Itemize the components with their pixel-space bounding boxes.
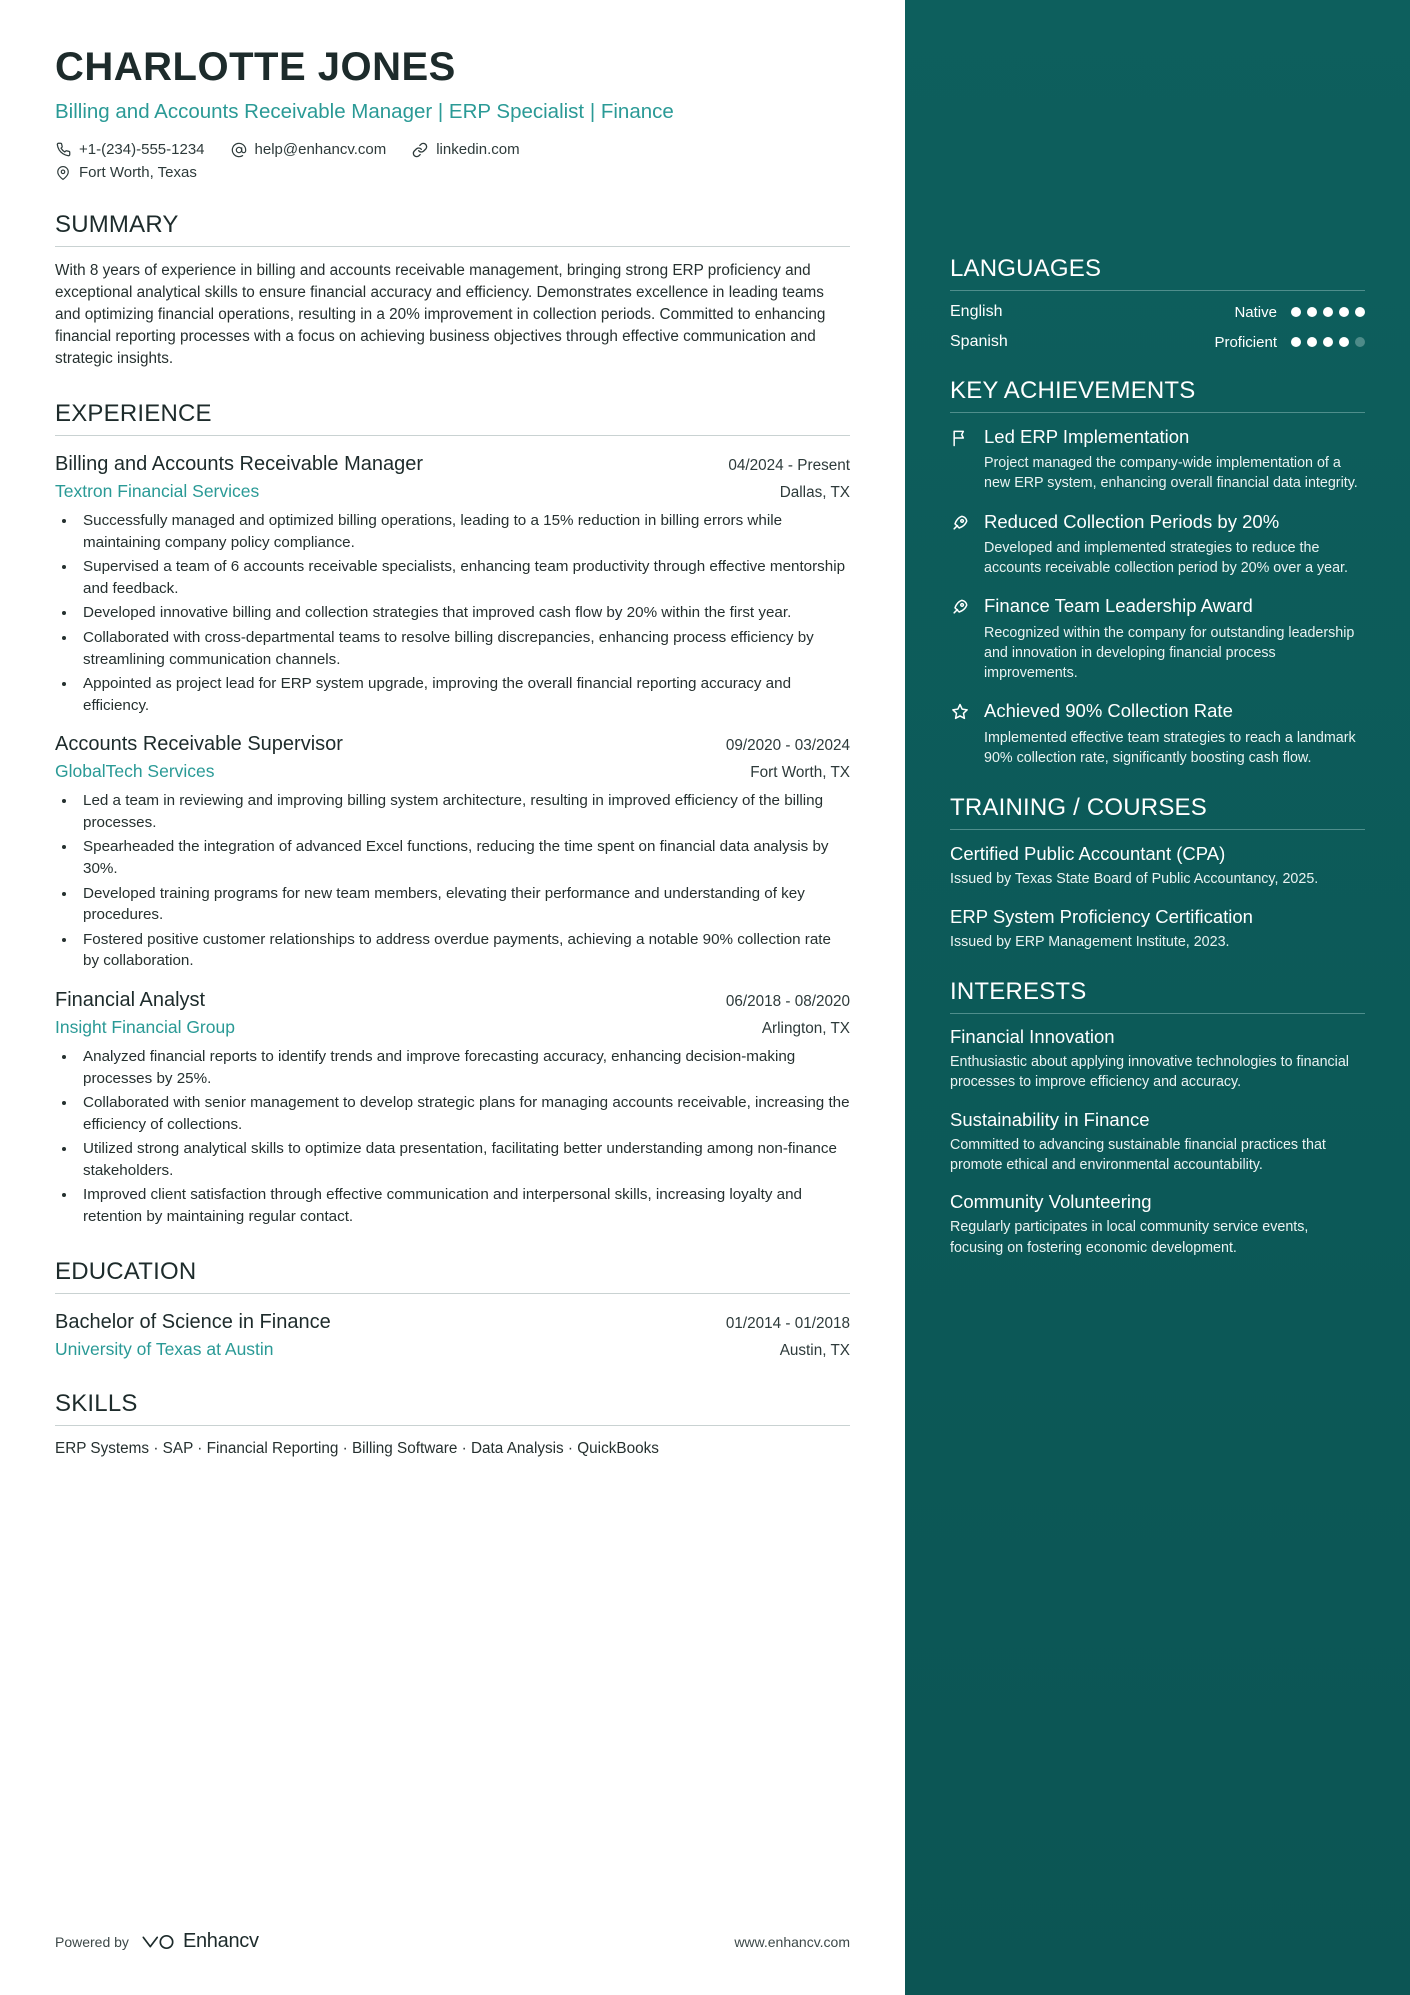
course-desc: Issued by ERP Management Institute, 2023.	[950, 933, 1230, 950]
footer-website[interactable]: www.enhancv.com	[734, 1933, 850, 1950]
experience-subheader	[55, 481, 850, 502]
achievement-title: Reduced Collection Periods by 20%	[984, 510, 1280, 532]
job-bullet: • Successfully managed and optimized billing operations, leading to a 15% reduction in billing errors while maintaining company policy compliance.	[77, 510, 850, 553]
achievement-title: Led ERP Implementation	[984, 426, 1190, 447]
rating-dot	[1355, 307, 1365, 317]
job-bullets	[77, 1046, 850, 1228]
section-title-training: TRAINING / COURSES	[950, 794, 1365, 830]
education-subheader	[55, 1334, 850, 1360]
location-icon	[55, 165, 71, 181]
rating-dot	[1307, 307, 1317, 317]
contact-row	[55, 141, 795, 181]
contact-phone-text: +1-(234)-555-1234	[79, 141, 205, 159]
job-bullet: • Utilized strong analytical skills to optimize data presentation, facilitating better understanding among non-finance stakeholders.	[77, 1138, 850, 1181]
experience-item	[55, 733, 850, 972]
phone-icon	[55, 142, 71, 158]
language-name: English	[950, 303, 1003, 320]
achievement-desc: Implemented effective team strategies to reach a landmark 90% collection rate, significantly boosting cash flow.	[984, 729, 1356, 766]
summary-text: With 8 years of experience in billing and accounts receivable management, bringing strong ERP proficiency and exceptional analytical skills to ensure financial accuracy and efficiency. Demonstrates excellence in leading teams and optimizing financial operations, resulting in a 20% improvement in collection periods. Committed to enhancing financial reporting processes with a focus on achieving business objectives through effective communication and strategic insights.	[55, 262, 826, 368]
job-dates: 04/2024 - Present	[728, 457, 850, 475]
achievement-item	[950, 510, 1365, 579]
rating-dot	[1323, 307, 1333, 317]
job-title: Financial Analyst	[55, 988, 206, 1011]
job-dates: 09/2020 - 03/2024	[725, 737, 850, 755]
job-company: Insight Financial Group	[55, 1016, 235, 1037]
contact-location	[55, 164, 795, 181]
section-title-experience: EXPERIENCE	[55, 400, 850, 436]
interest-item	[950, 1109, 1365, 1176]
experience-header	[55, 989, 850, 1012]
contact-linkedin-text: linkedin.com	[436, 141, 520, 159]
contact-email-text: help@enhancv.com	[254, 141, 387, 159]
job-location: Arlington, TX	[761, 1019, 850, 1037]
language-rating	[1291, 307, 1365, 317]
achievement-title: Achieved 90% Collection Rate	[984, 700, 1233, 722]
section-title-skills: SKILLS	[55, 1390, 850, 1426]
professional-headline: Billing and Accounts Receivable Manager | ERP Specialist | Finance	[55, 100, 674, 123]
section-skills	[55, 1390, 850, 1458]
course-item	[950, 842, 1365, 889]
rating-dot	[1323, 337, 1333, 347]
job-bullets	[77, 510, 850, 716]
interest-desc: Committed to advancing sustainable financial practices that promote ethical and environmental accountability.	[950, 1136, 1326, 1173]
rating-dot-empty	[1355, 337, 1365, 347]
achievement-title: Finance Team Leadership Award	[984, 595, 1253, 617]
education-item	[55, 1311, 850, 1360]
section-experience	[55, 400, 850, 1227]
achievement-item	[950, 425, 1365, 494]
language-level: Native	[1234, 303, 1277, 321]
achievement-body	[984, 699, 1365, 768]
job-bullet: • Collaborated with senior management to develop strategic plans for managing accounts receivable, increasing the efficiency of collections.	[77, 1092, 850, 1135]
skills-list: ERP Systems · SAP · Financial Reporting · Billing Software · Data Analysis · QuickBooks	[55, 1439, 659, 1457]
brand-name: Enhancv	[182, 1930, 259, 1952]
contact-phone	[55, 141, 205, 158]
job-bullet: • Improved client satisfaction through effective communication and interpersonal skills, increasing loyalty and retention by maintaining regular contact.	[77, 1184, 850, 1227]
job-company: Textron Financial Services	[55, 481, 260, 502]
link-icon	[412, 142, 428, 158]
contact-linkedin[interactable]	[412, 141, 519, 158]
flag-icon	[950, 428, 972, 494]
achievement-desc: Project managed the company-wide implementation of a new ERP system, enhancing overall financial data integrity.	[984, 455, 1358, 492]
page-title: CHARLOTTE JONES	[55, 45, 456, 89]
language-item	[950, 333, 1365, 351]
job-title: Accounts Receivable Supervisor	[55, 733, 343, 756]
section-title-education: EDUCATION	[55, 1258, 850, 1294]
interest-title: Sustainability in Finance	[950, 1108, 1150, 1130]
interest-title: Community Volunteering	[950, 1191, 1152, 1213]
star-icon	[950, 702, 972, 768]
achievement-item	[950, 699, 1365, 768]
language-rating	[1291, 337, 1365, 347]
rating-dot	[1307, 337, 1317, 347]
achievement-desc: Recognized within the company for outstanding leadership and innovation in developing financial process improvements.	[984, 624, 1355, 682]
achievement-body	[984, 594, 1365, 683]
job-bullet: • Fostered positive customer relationships to address overdue payments, achieving a notable 90% collection rate by collaboration.	[77, 929, 850, 972]
interest-desc: Regularly participates in local community service events, focusing on fostering economic development.	[950, 1219, 1309, 1256]
rating-dot	[1291, 307, 1301, 317]
education-dates: 01/2014 - 01/2018	[725, 1314, 850, 1332]
education-location: Austin, TX	[779, 1341, 850, 1359]
section-title-summary: SUMMARY	[55, 211, 850, 247]
job-bullets	[77, 790, 850, 972]
achievement-item	[950, 594, 1365, 683]
enhancv-logo	[141, 1930, 259, 1953]
section-key-achievements	[950, 377, 1365, 768]
course-title: ERP System Proficiency Certification	[950, 905, 1253, 927]
job-company: GlobalTech Services	[55, 761, 215, 782]
contact-location-text: Fort Worth, Texas	[79, 164, 197, 182]
job-bullet: • Developed innovative billing and collection strategies that improved cash flow by 20% within the first year.	[77, 602, 850, 624]
education-header	[55, 1311, 850, 1334]
section-summary	[55, 211, 850, 370]
rating-dot	[1339, 337, 1349, 347]
job-title: Billing and Accounts Receivable Manager	[55, 453, 423, 476]
experience-header	[55, 733, 850, 756]
contact-email[interactable]	[231, 141, 387, 158]
section-training-courses	[950, 794, 1365, 952]
rocket-icon	[950, 513, 972, 579]
job-bullet: • Appointed as project lead for ERP system upgrade, improving the overall financial reporting accuracy and efficiency.	[77, 673, 850, 716]
course-item	[950, 905, 1365, 952]
email-icon	[231, 142, 247, 158]
section-interests	[950, 978, 1365, 1258]
section-title-achievements: KEY ACHIEVEMENTS	[950, 377, 1365, 413]
interest-desc: Enthusiastic about applying innovative technologies to financial processes to improve efficiency and accuracy.	[950, 1054, 1349, 1091]
education-school: University of Texas at Austin	[55, 1338, 274, 1359]
job-dates: 06/2018 - 08/2020	[725, 992, 850, 1010]
job-bullet: • Led a team in reviewing and improving billing system architecture, resulting in improved efficiency of the billing processes.	[77, 790, 850, 833]
rating-dot	[1339, 307, 1349, 317]
course-desc: Issued by Texas State Board of Public Accountancy, 2025.	[950, 871, 1319, 888]
job-bullet: • Developed training programs for new team members, elevating their performance and understanding of key procedures.	[77, 883, 850, 926]
powered-by-label: Powered by	[55, 1933, 129, 1950]
resume-sidebar	[905, 0, 1410, 1995]
experience-item	[55, 989, 850, 1228]
job-location: Dallas, TX	[779, 484, 850, 502]
section-education	[55, 1258, 850, 1360]
job-bullet: • Spearheaded the integration of advanced Excel functions, reducing the time spent on financial data analysis by 30%.	[77, 836, 850, 879]
logo-mark-icon	[141, 1932, 175, 1952]
education-degree: Bachelor of Science in Finance	[55, 1310, 331, 1333]
interest-title: Financial Innovation	[950, 1026, 1115, 1048]
achievement-desc: Developed and implemented strategies to reduce the accounts receivable collection period by 20% over a year.	[984, 539, 1348, 577]
job-bullet: • Analyzed financial reports to identify trends and improve forecasting accuracy, enhancing decision-making processes by 25%.	[77, 1046, 850, 1089]
section-title-languages: LANGUAGES	[950, 255, 1365, 291]
achievement-body	[984, 510, 1365, 579]
job-location: Fort Worth, TX	[750, 764, 850, 782]
job-bullet: • Collaborated with cross-departmental teams to resolve billing discrepancies, enhancing process efficiency by streamlining communication channels.	[77, 627, 850, 670]
footer	[0, 1930, 905, 1953]
language-name: Spanish	[950, 333, 1008, 350]
rating-dot	[1291, 337, 1301, 347]
experience-item	[55, 453, 850, 716]
rocket-icon	[950, 597, 972, 683]
language-item	[950, 303, 1365, 321]
language-level: Proficient	[1214, 333, 1277, 351]
experience-header	[55, 453, 850, 476]
section-languages	[950, 255, 1365, 351]
experience-subheader	[55, 1017, 850, 1038]
achievement-body	[984, 425, 1365, 494]
section-title-interests: INTERESTS	[950, 978, 1365, 1014]
powered-by	[55, 1930, 259, 1953]
interest-item	[950, 1191, 1365, 1258]
job-bullet: • Supervised a team of 6 accounts receivable specialists, enhancing team productivity through effective mentorship and feedback.	[77, 556, 850, 599]
experience-subheader	[55, 761, 850, 782]
course-title: Certified Public Accountant (CPA)	[950, 843, 1226, 865]
interest-item	[950, 1026, 1365, 1093]
